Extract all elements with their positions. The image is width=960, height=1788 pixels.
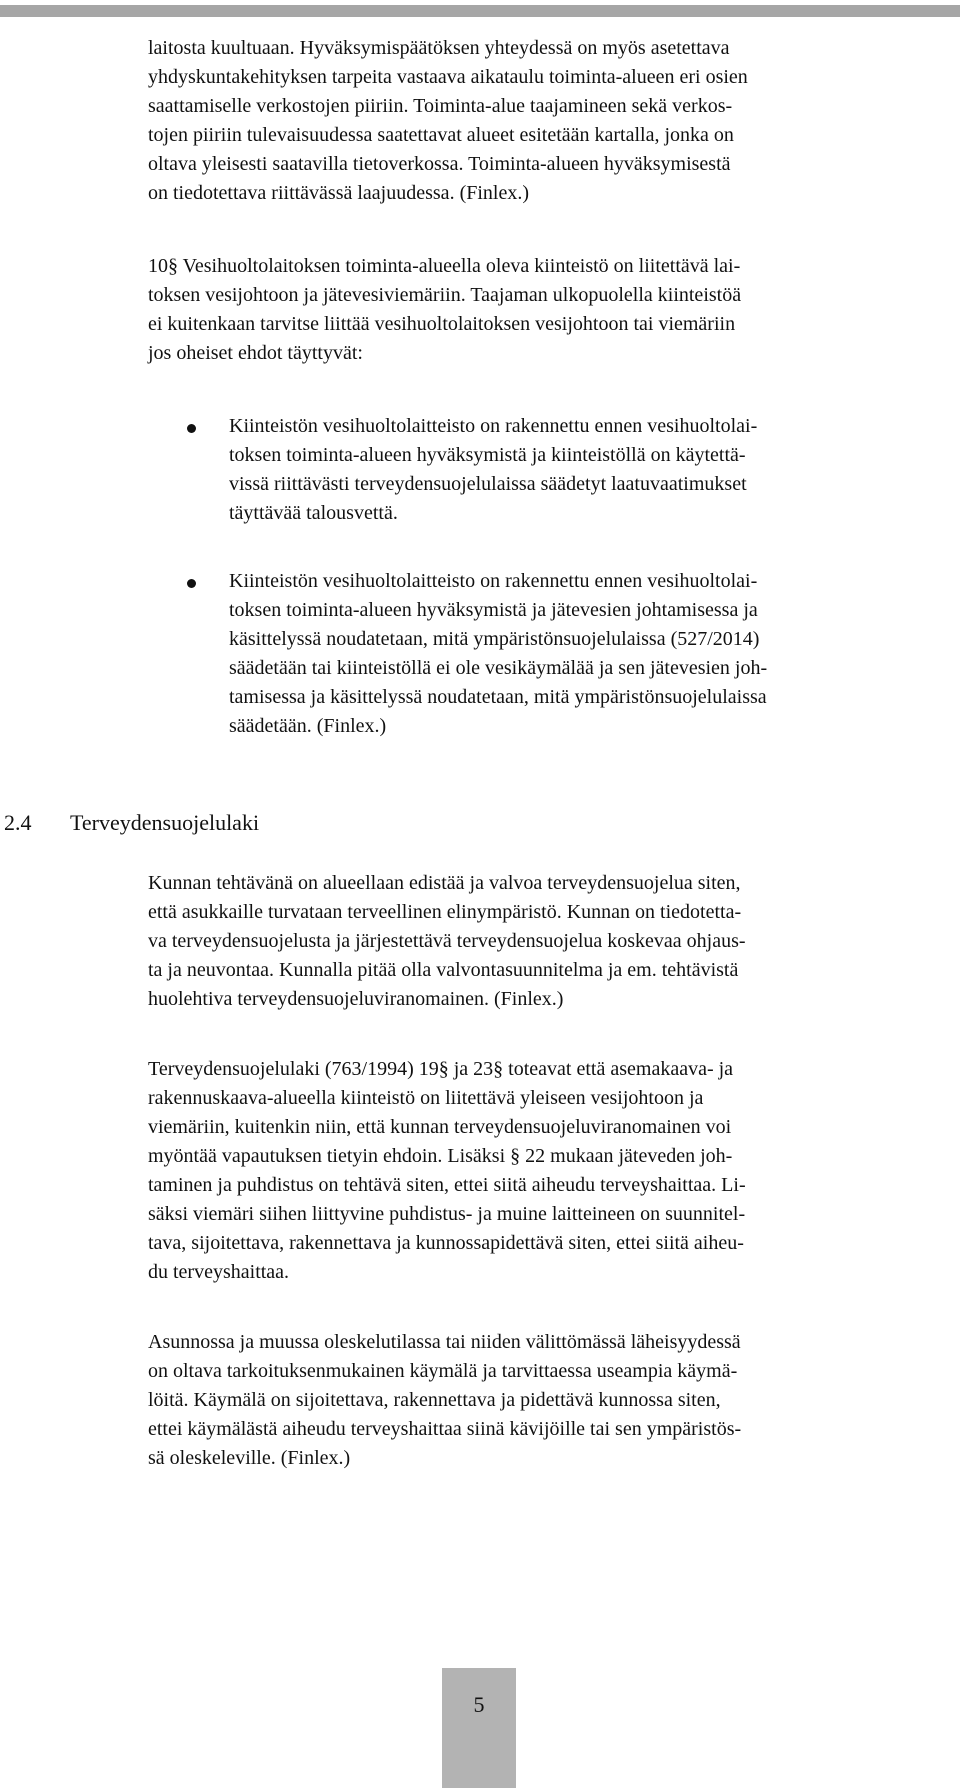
text-line: 10§ Vesihuoltolaitoksen toiminta-alueella oleva kiinteistö on liitettävä lai-	[148, 255, 741, 277]
text-line: tava, sijoitettava, rakennettava ja kunnossapidettävä siten, ettei siitä aiheu-	[148, 1232, 744, 1254]
section-heading	[4, 808, 260, 838]
header-bar	[0, 5, 960, 17]
text-line: rakennuskaava-alueella kiinteistö on liitettävä yleiseen vesijohtoon ja	[148, 1087, 704, 1109]
section-title: Terveydensuojelulaki	[70, 810, 260, 835]
paragraph-terveydensuojelulaki	[148, 1055, 938, 1287]
text-line: täyttävää talousvettä.	[229, 502, 398, 524]
text-line: säädetään tai kiinteistöllä ei ole vesikäymälää ja sen jätevesien joh-	[229, 657, 768, 679]
bullet-item-1	[229, 412, 937, 528]
text-line: toksen toiminta-alueen hyväksymistä ja kiinteistöllä on käytettä-	[229, 444, 746, 466]
text-line: tojen piiriin tulevaisuudessa saatettavat alueet esitetään kartalla, jonka on	[148, 124, 734, 146]
text-line: vissä riittävästi terveydensuojelulaissa säädetyt laatuvaatimukset	[229, 473, 747, 495]
paragraph-asunto-kaymala	[148, 1328, 938, 1473]
page-number-box	[442, 1668, 516, 1788]
text-line: löitä. Käymälä on sijoitettava, rakennettava ja pidettävä kunnossa siten,	[148, 1389, 721, 1411]
text-line: myöntää vapautuksen tietyin ehdoin. Lisäksi § 22 mukaan jäteveden joh-	[148, 1145, 733, 1167]
text-line: säädetään. (Finlex.)	[229, 715, 387, 737]
text-line: viemäriin, kuitenkin niin, että kunnan terveydensuojeluviranomainen voi	[148, 1116, 732, 1138]
bullet-marker	[187, 424, 196, 433]
text-line: tamisessa ja käsittelyssä noudatetaan, mitä ympäristönsuojelulaissa	[229, 686, 767, 708]
text-line: Kunnan tehtävänä on alueellaan edistää ja valvoa terveydensuojelua siten,	[148, 872, 741, 894]
text-line: yhdyskuntakehityksen tarpeita vastaava aikataulu toiminta-alueen eri osien	[148, 66, 748, 88]
text-line: Asunnossa ja muussa oleskelutilassa tai niiden välittömässä läheisyydessä	[148, 1331, 741, 1353]
text-line: huolehtiva terveydensuojeluviranomainen. (Finlex.)	[148, 988, 564, 1010]
text-line: ta ja neuvontaa. Kunnalla pitää olla valvontasuunnitelma ja em. tehtävistä	[148, 959, 739, 981]
paragraph-kunnan-tehtava	[148, 869, 938, 1014]
text-line: toksen vesijohtoon ja jätevesiviemäriin. Taajaman ulkopuolella kiinteistöä	[148, 284, 742, 306]
bullet-marker	[187, 579, 196, 588]
text-line: säksi viemäri siihen liittyvine puhdistus- ja muine laitteineen on suunnitel-	[148, 1203, 746, 1225]
text-line: että asukkaille turvataan terveellinen elinympäristö. Kunnan on tiedotetta-	[148, 901, 742, 923]
text-line: oltava yleisesti saatavilla tietoverkossa. Toiminta-alueen hyväksymisestä	[148, 153, 731, 175]
page-number: 5	[473, 1692, 485, 1717]
text-line: laitosta kuultuaan. Hyväksymispäätöksen yhteydessä on myös asetettava	[148, 37, 730, 59]
text-line: du terveyshaittaa.	[148, 1261, 290, 1283]
text-line: jos oheiset ehdot täyttyvät:	[148, 342, 363, 364]
paragraph-liittymisvelvollisuus	[148, 252, 938, 368]
text-line: va terveydensuojelusta ja järjestettävä terveydensuojelua koskevaa ohjaus-	[148, 930, 746, 952]
paragraph-toiminta-alue	[148, 34, 938, 208]
section-number: 2.4	[4, 810, 32, 835]
text-line: sä oleskeleville. (Finlex.)	[148, 1447, 351, 1469]
bullet-item-2	[229, 567, 937, 741]
text-line: käsittelyssä noudatetaan, mitä ympäristönsuojelulaissa (527/2014)	[229, 628, 760, 650]
text-line: toksen toiminta-alueen hyväksymistä ja jätevesien johtamisessa ja	[229, 599, 758, 621]
text-line: ei kuitenkaan tarvitse liittää vesihuoltolaitoksen vesijohtoon tai viemäriin	[148, 313, 736, 335]
text-line: on oltava tarkoituksenmukainen käymälä ja tarvittaessa useampia käymä-	[148, 1360, 738, 1382]
text-line: Terveydensuojelulaki (763/1994) 19§ ja 23§ toteavat että asemakaava- ja	[148, 1058, 734, 1080]
text-line: Kiinteistön vesihuoltolaitteisto on rakennettu ennen vesihuoltolai-	[229, 570, 758, 592]
text-line: on tiedotettava riittävässä laajuudessa. (Finlex.)	[148, 182, 529, 204]
text-line: Kiinteistön vesihuoltolaitteisto on rakennettu ennen vesihuoltolai-	[229, 415, 758, 437]
text-line: taminen ja puhdistus on tehtävä siten, ettei siitä aiheudu terveyshaittaa. Li-	[148, 1174, 746, 1196]
text-line: saattamiselle verkostojen piiriin. Toiminta-alue taajamineen sekä verkos-	[148, 95, 733, 117]
text-line: ettei käymälästä aiheudu terveyshaittaa siinä kävijöille tai sen ympäristös-	[148, 1418, 742, 1440]
